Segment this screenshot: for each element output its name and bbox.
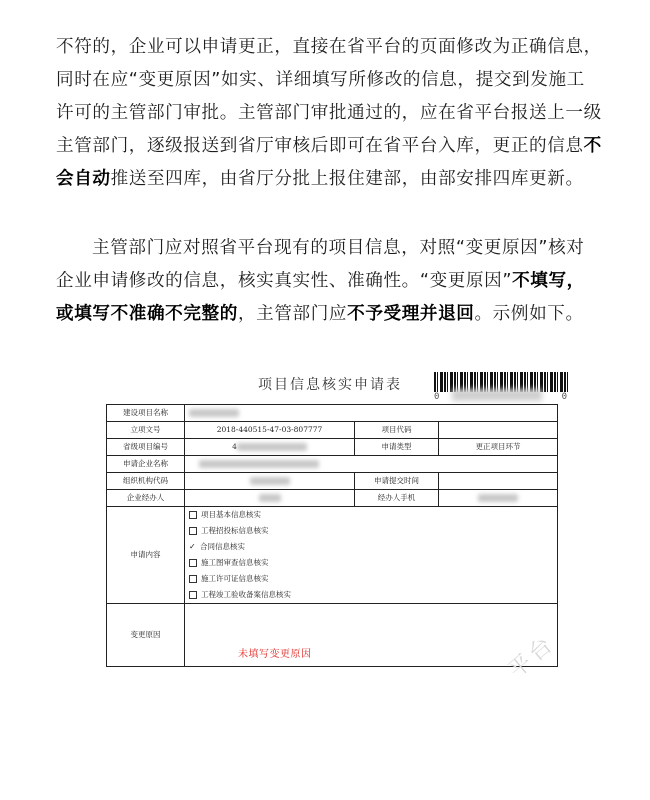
form-title: 项目信息核实申请表 bbox=[258, 377, 402, 393]
submit-time-label: 申请提交时间 bbox=[355, 473, 439, 490]
apply-type-value: 更正项目环节 bbox=[439, 439, 558, 456]
company-label: 申请企业名称 bbox=[107, 456, 185, 473]
paragraph-2-text-c: 。示例如下。 bbox=[474, 304, 584, 324]
paragraph-2-text-a: 主管部门应对照省平台现有的项目信息，对照“变更原因”核对企业申请修改的信息，核实真实性、准确性。“变更原因” bbox=[56, 238, 585, 291]
agent-value bbox=[185, 490, 355, 507]
paragraph-2-bold-b: 不予受理并退回 bbox=[347, 304, 475, 324]
check-mark-icon: ✓ bbox=[189, 542, 196, 551]
row-approval-no bbox=[107, 422, 558, 439]
row-agent bbox=[107, 490, 558, 507]
content-checklist bbox=[185, 507, 558, 604]
approval-no-label: 立项文号 bbox=[107, 422, 185, 439]
paragraph-1-bold-a: 不会自动 bbox=[56, 136, 602, 189]
paragraph-2 bbox=[56, 232, 602, 331]
watermark-stamp: 平台 bbox=[504, 630, 561, 684]
company-value bbox=[185, 456, 558, 473]
checkbox-icon bbox=[189, 575, 197, 583]
checklist-item: ✓ 合同信息核实 bbox=[189, 539, 553, 555]
provincial-no-value: 4 bbox=[185, 439, 355, 456]
row-provincial-no bbox=[107, 439, 558, 456]
org-code-value bbox=[185, 473, 355, 490]
agent-phone-label: 经办人手机 bbox=[355, 490, 439, 507]
org-code-label: 组织机构代码 bbox=[107, 473, 185, 490]
reason-label: 变更原因 bbox=[107, 604, 185, 667]
row-content bbox=[107, 507, 558, 604]
content-label: 申请内容 bbox=[107, 507, 185, 604]
paragraph-1 bbox=[56, 31, 602, 196]
project-code-value bbox=[439, 422, 558, 439]
paragraph-1-text-b: 推送至四库，由省厅分批上报住建部，由部安排四库更新。 bbox=[110, 169, 584, 189]
provincial-no-label: 省级项目编号 bbox=[107, 439, 185, 456]
project-name-value bbox=[185, 405, 558, 422]
paragraph-2-bold-a: 不填写，或填写不准确不完整的 bbox=[56, 271, 585, 324]
row-company bbox=[107, 456, 558, 473]
paragraph-1-text-a: 不符的，企业可以申请更正，直接在省平台的页面修改为正确信息，同时在应“变更原因”如实、详细填写所修改的信息，提交到发施工许可的主管部门审批。主管部门审批通过的，应在省平台报送上一级主管部门，逐级报送到省厅审核后即可在省平台入库，更正的信息 bbox=[56, 37, 602, 156]
checkbox-icon bbox=[189, 591, 197, 599]
checklist-item: 施工许可证信息核实 bbox=[189, 571, 553, 587]
agent-label: 企业经办人 bbox=[107, 490, 185, 507]
missing-reason-note: 未填写变更原因 bbox=[238, 649, 312, 660]
checklist-item: 项目基本信息核实 bbox=[189, 507, 553, 523]
approval-no-value: 2018-440515-47-03-807777 bbox=[185, 422, 355, 439]
checklist-item: 工程竣工验收备案信息核实 bbox=[189, 587, 553, 603]
submit-time-value bbox=[439, 473, 558, 490]
paragraph-2-text-b: ，主管部门应 bbox=[237, 304, 348, 324]
row-reason bbox=[107, 604, 558, 667]
checklist-item: 施工图审查信息核实 bbox=[189, 555, 553, 571]
barcode-number: 0 0 bbox=[434, 392, 568, 402]
row-org-code bbox=[107, 473, 558, 490]
checkbox-icon bbox=[189, 527, 197, 535]
project-name-label: 建设项目名称 bbox=[107, 405, 185, 422]
checklist-item: 工程招投标信息核实 bbox=[189, 523, 553, 539]
checkbox-icon bbox=[189, 511, 197, 519]
application-form-table bbox=[106, 404, 558, 667]
checkbox-icon bbox=[189, 559, 197, 567]
row-project-name bbox=[107, 405, 558, 422]
project-code-label: 项目代码 bbox=[355, 422, 439, 439]
apply-type-label: 申请类型 bbox=[355, 439, 439, 456]
agent-phone-value bbox=[439, 490, 558, 507]
